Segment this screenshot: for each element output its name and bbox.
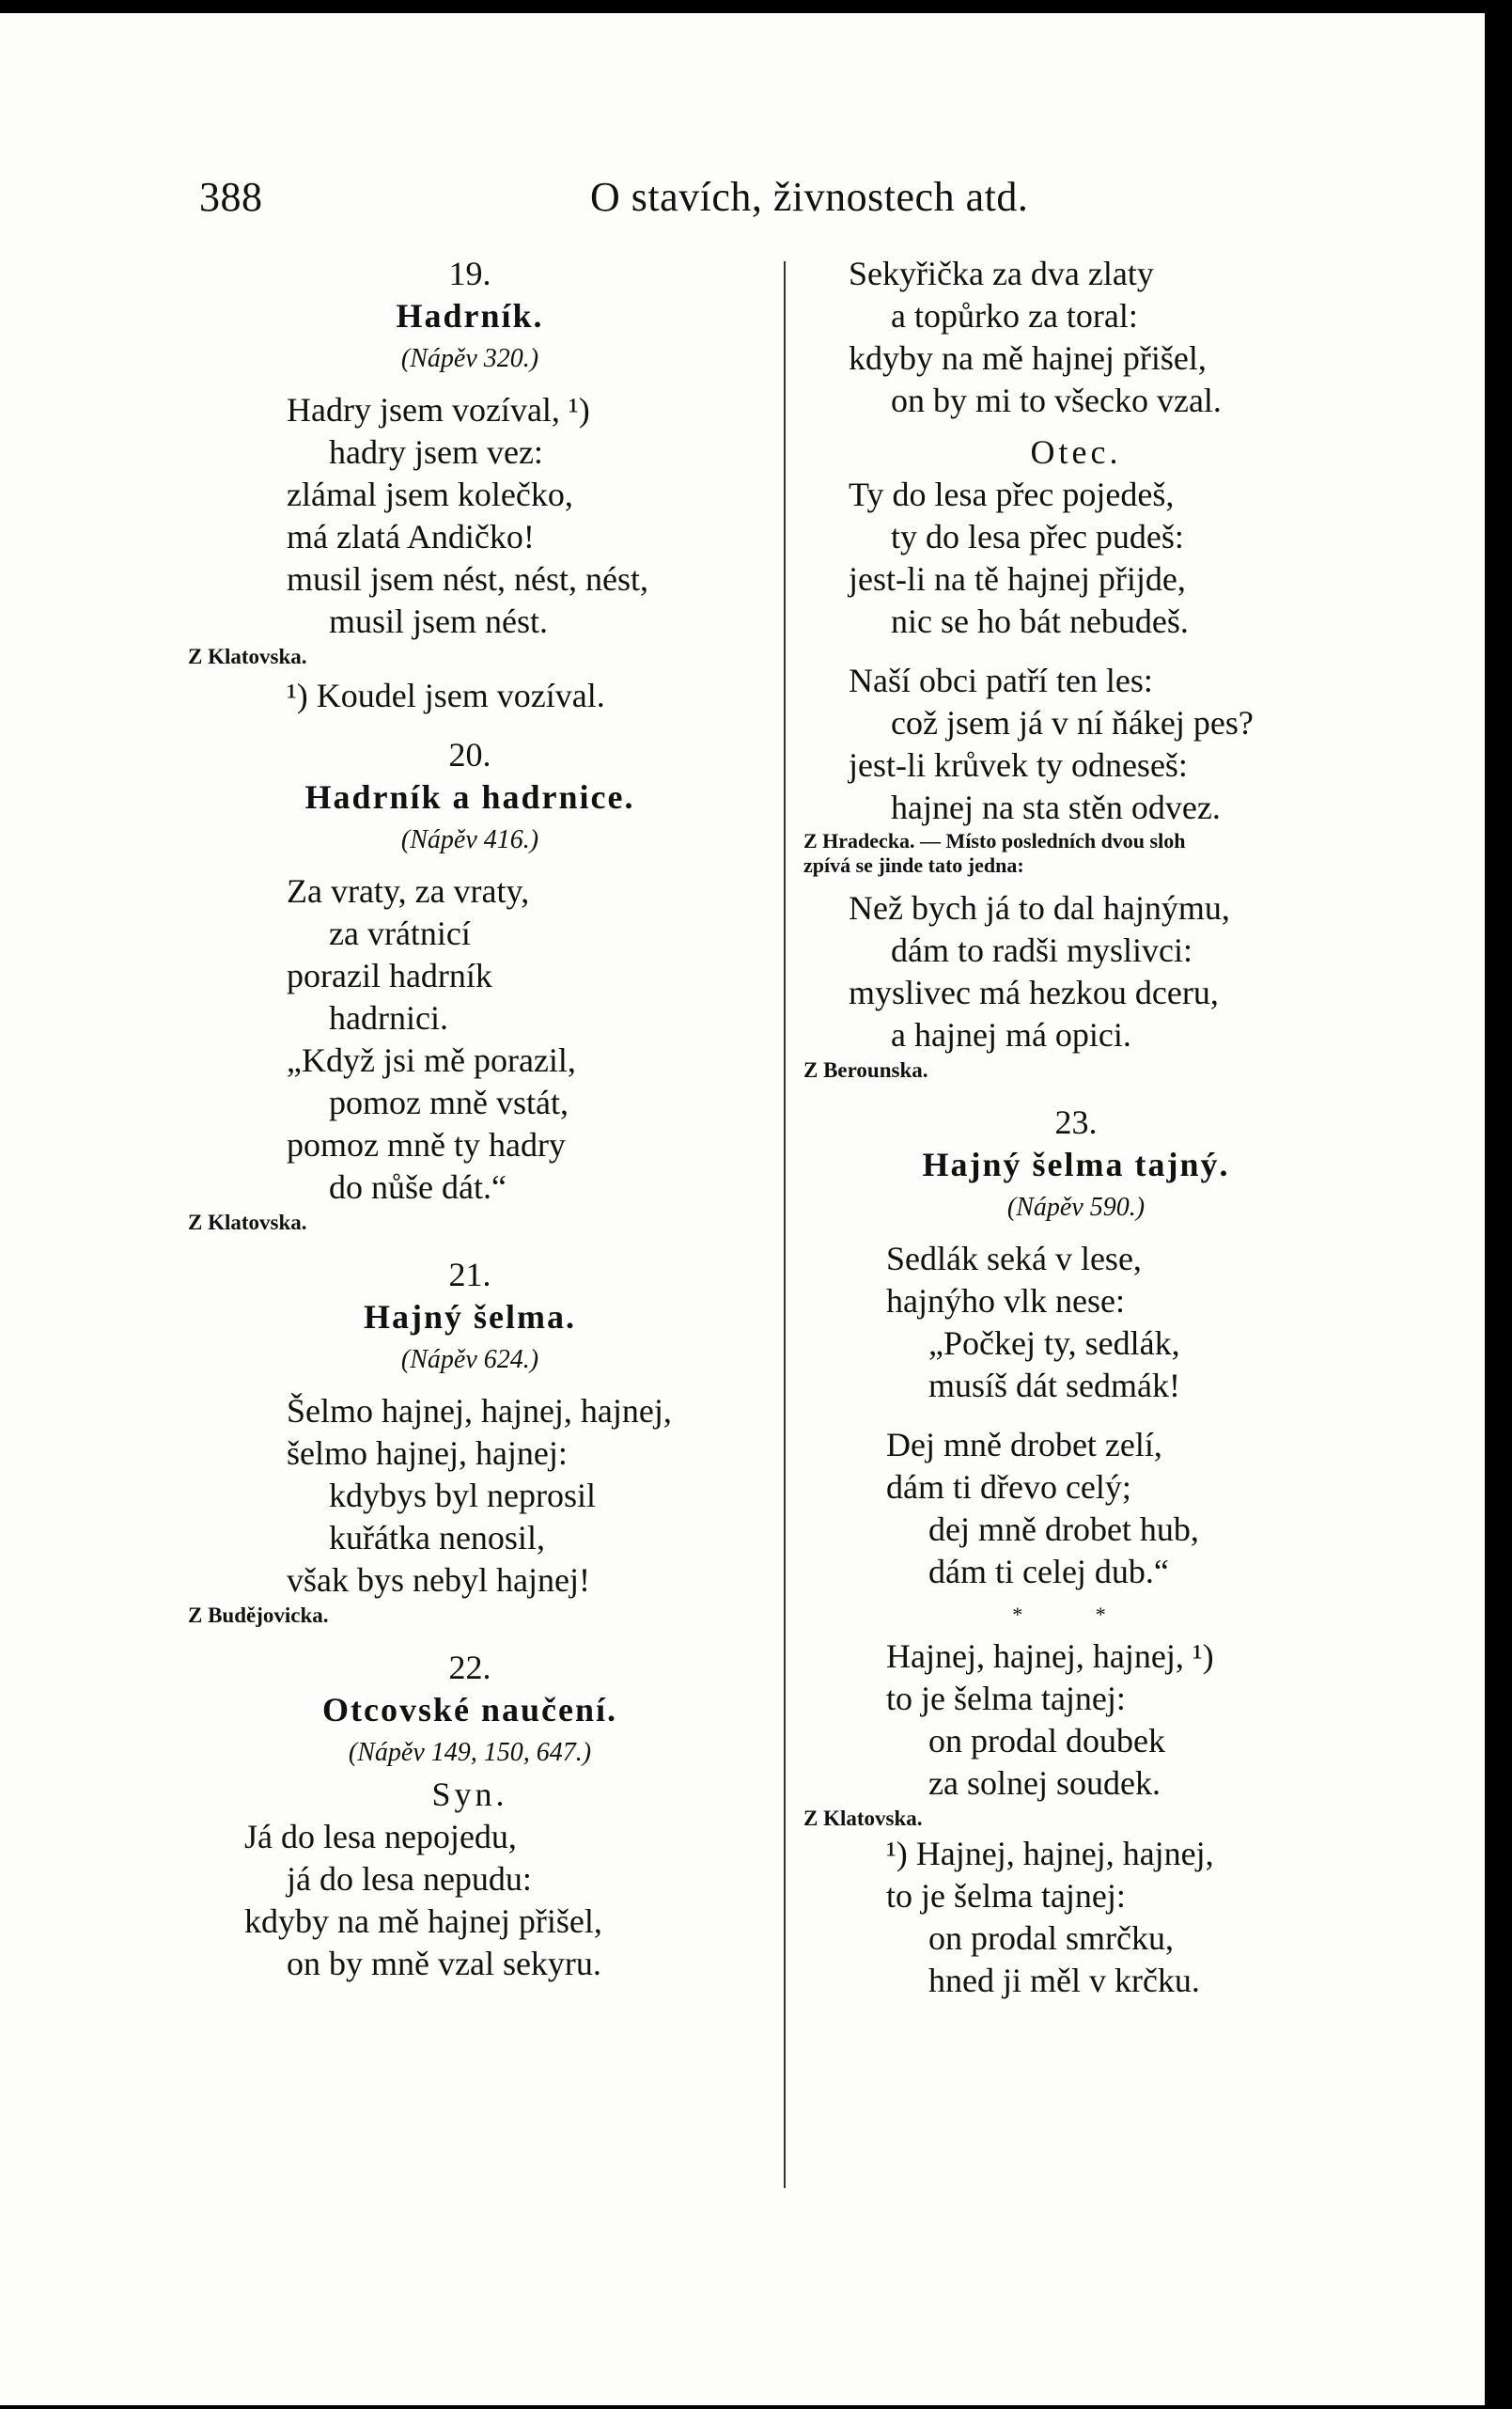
footnote-line: on prodal smrčku,	[928, 1919, 1174, 1957]
verse-line: Hajnej, hajnej, hajnej, ¹)	[886, 1637, 1214, 1675]
page-number: 388	[199, 174, 263, 220]
left-column	[188, 253, 752, 1985]
song-title: Hajný šelma.	[364, 1298, 576, 1336]
song-number: 22.	[448, 1649, 491, 1686]
verse-line: má zlatá Andičko!	[287, 518, 535, 555]
verse-line: Ty do lesa přec pojedeš,	[849, 476, 1175, 513]
song-number: 20.	[448, 736, 491, 774]
song-title: Otcovské naučení.	[321, 1691, 617, 1729]
song-number: 21.	[448, 1256, 491, 1293]
editor-note: zpívá se jinde tato jedna:	[803, 853, 1024, 877]
verse-line: dám to radši myslivci:	[891, 931, 1192, 969]
speaker-label: Otec.	[1030, 433, 1122, 471]
verse-line: musil jsem nést.	[329, 602, 548, 640]
verse-line: Naší obci patří ten les:	[849, 662, 1153, 699]
verse-line: hadry jsem vez:	[329, 433, 543, 471]
verse	[803, 474, 1348, 643]
verse-line: kdyby na mě hajnej přišel,	[849, 339, 1207, 377]
verse-line: „Když jsi mě porazil,	[287, 1041, 576, 1079]
verse-line: ty do lesa přec pudeš:	[891, 518, 1184, 555]
verse-line: zlámal jsem kolečko,	[287, 476, 573, 513]
footnote: ¹) Koudel jsem vozíval.	[287, 677, 605, 714]
footnote	[803, 1833, 1348, 2002]
verse-line: Hadry jsem vozíval, ¹)	[287, 391, 590, 429]
verse-line: za solnej soudek.	[928, 1764, 1161, 1802]
verse-line: nic se ho bát nebudeš.	[891, 602, 1189, 640]
verse	[188, 870, 752, 1209]
verse-line: on by mi to všecko vzal.	[891, 382, 1222, 419]
source-label: Z Berounska.	[803, 1058, 928, 1082]
verse	[803, 1238, 1348, 1407]
verse-line: Sekyřička za dva zlaty	[849, 255, 1154, 292]
verse-line: a hajnej má opici.	[891, 1016, 1131, 1054]
verse-line: jest-li na tě hajnej přijde,	[849, 560, 1186, 598]
verse-line: „Počkej ty, sedlák,	[928, 1324, 1180, 1362]
source-label: Z Klatovska.	[803, 1807, 923, 1830]
verse-line: dám ti celej dub.“	[928, 1553, 1169, 1590]
verse	[803, 1424, 1348, 1593]
song-title: Hadrník a hadrnice.	[304, 778, 635, 816]
verse	[803, 887, 1348, 1056]
song-number: 19.	[448, 255, 491, 292]
source-label: Z Budějovicka.	[188, 1603, 329, 1627]
source-label: Z Klatovska.	[188, 645, 307, 668]
page	[0, 13, 1485, 2405]
verse	[803, 253, 1348, 422]
column-divider	[784, 261, 786, 2188]
editor-note: Z Hradecka. — Místo posledních dvou sloh	[803, 829, 1186, 853]
verse-line: jest-li krůvek ty odneseš:	[849, 746, 1188, 784]
section-separator: * *	[1012, 1603, 1140, 1626]
melody-ref: (Nápěv 590.)	[1006, 1193, 1146, 1222]
verse-line: kdybys byl neprosil	[329, 1477, 596, 1514]
verse-line: Šelmo hajnej, hajnej, hajnej,	[287, 1392, 672, 1430]
footnote-line: ¹) Hajnej, hajnej, hajnej,	[886, 1835, 1214, 1872]
footnote-line: hned ji měl v krčku.	[928, 1962, 1200, 1999]
verse-line: on prodal doubek	[928, 1722, 1165, 1760]
verse-line: kuřátka nenosil,	[329, 1519, 545, 1556]
verse-line: hajnýho vlk nese:	[886, 1282, 1125, 1320]
song-title: Hadrník.	[396, 297, 544, 335]
verse-line: porazil hadrník	[287, 957, 492, 994]
verse-line: kdyby na mě hajnej přišel,	[244, 1902, 602, 1940]
speaker-label: Syn.	[431, 1775, 508, 1813]
right-column	[803, 253, 1348, 2002]
melody-ref: (Nápěv 416.)	[400, 825, 539, 854]
footnote-line: to je šelma tajnej:	[886, 1877, 1126, 1915]
verse-line: dám ti dřevo celý;	[886, 1468, 1131, 1506]
verse-line: já do lesa nepudu:	[287, 1860, 532, 1898]
verse-line: Sedlák seká v lese,	[886, 1240, 1142, 1277]
melody-ref: (Nápěv 320.)	[400, 344, 539, 373]
verse-line: musíš dát sedmák!	[928, 1367, 1180, 1404]
verse-line: pomoz mně vstát,	[329, 1084, 569, 1121]
melody-ref: (Nápěv 624.)	[400, 1345, 539, 1374]
verse-line: hadrnici.	[329, 999, 448, 1037]
verse	[188, 1816, 752, 1985]
running-title: O stavích, živnostech atd.	[590, 174, 1029, 220]
verse	[188, 389, 752, 643]
verse-line: což jsem já v ní ňákej pes?	[891, 704, 1254, 742]
verse-line: Já do lesa nepojedu,	[244, 1818, 517, 1855]
verse-line: Za vraty, za vraty,	[287, 872, 530, 910]
verse-line: však bys nebyl hajnej!	[287, 1561, 590, 1599]
song-number: 23.	[1054, 1103, 1098, 1141]
verse-line: a topůrko za toral:	[891, 297, 1138, 335]
verse	[188, 1390, 752, 1602]
verse-line: musil jsem nést, nést, nést,	[287, 560, 648, 598]
verse-line: do nůše dát.“	[329, 1168, 507, 1206]
verse-line: Dej mně drobet zelí,	[886, 1426, 1162, 1463]
verse-line: hajnej na sta stěn odvez.	[891, 789, 1221, 826]
song-title: Hajný šelma tajný.	[922, 1146, 1230, 1183]
verse	[803, 660, 1348, 829]
source-label: Z Klatovska.	[188, 1211, 307, 1234]
melody-ref: (Nápěv 149, 150, 647.)	[348, 1738, 592, 1767]
verse-line: on by mně vzal sekyru.	[287, 1945, 601, 1982]
verse-line: to je šelma tajnej:	[886, 1680, 1126, 1717]
verse	[803, 1635, 1348, 1805]
verse-line: Než bych já to dal hajnýmu,	[849, 889, 1230, 927]
verse-line: pomoz mně ty hadry	[287, 1126, 566, 1164]
verse-line: za vrátnicí	[329, 915, 471, 952]
verse-line: myslivec má hezkou dceru,	[849, 974, 1219, 1011]
verse-line: šelmo hajnej, hajnej:	[287, 1434, 568, 1472]
verse-line: dej mně drobet hub,	[928, 1510, 1199, 1548]
